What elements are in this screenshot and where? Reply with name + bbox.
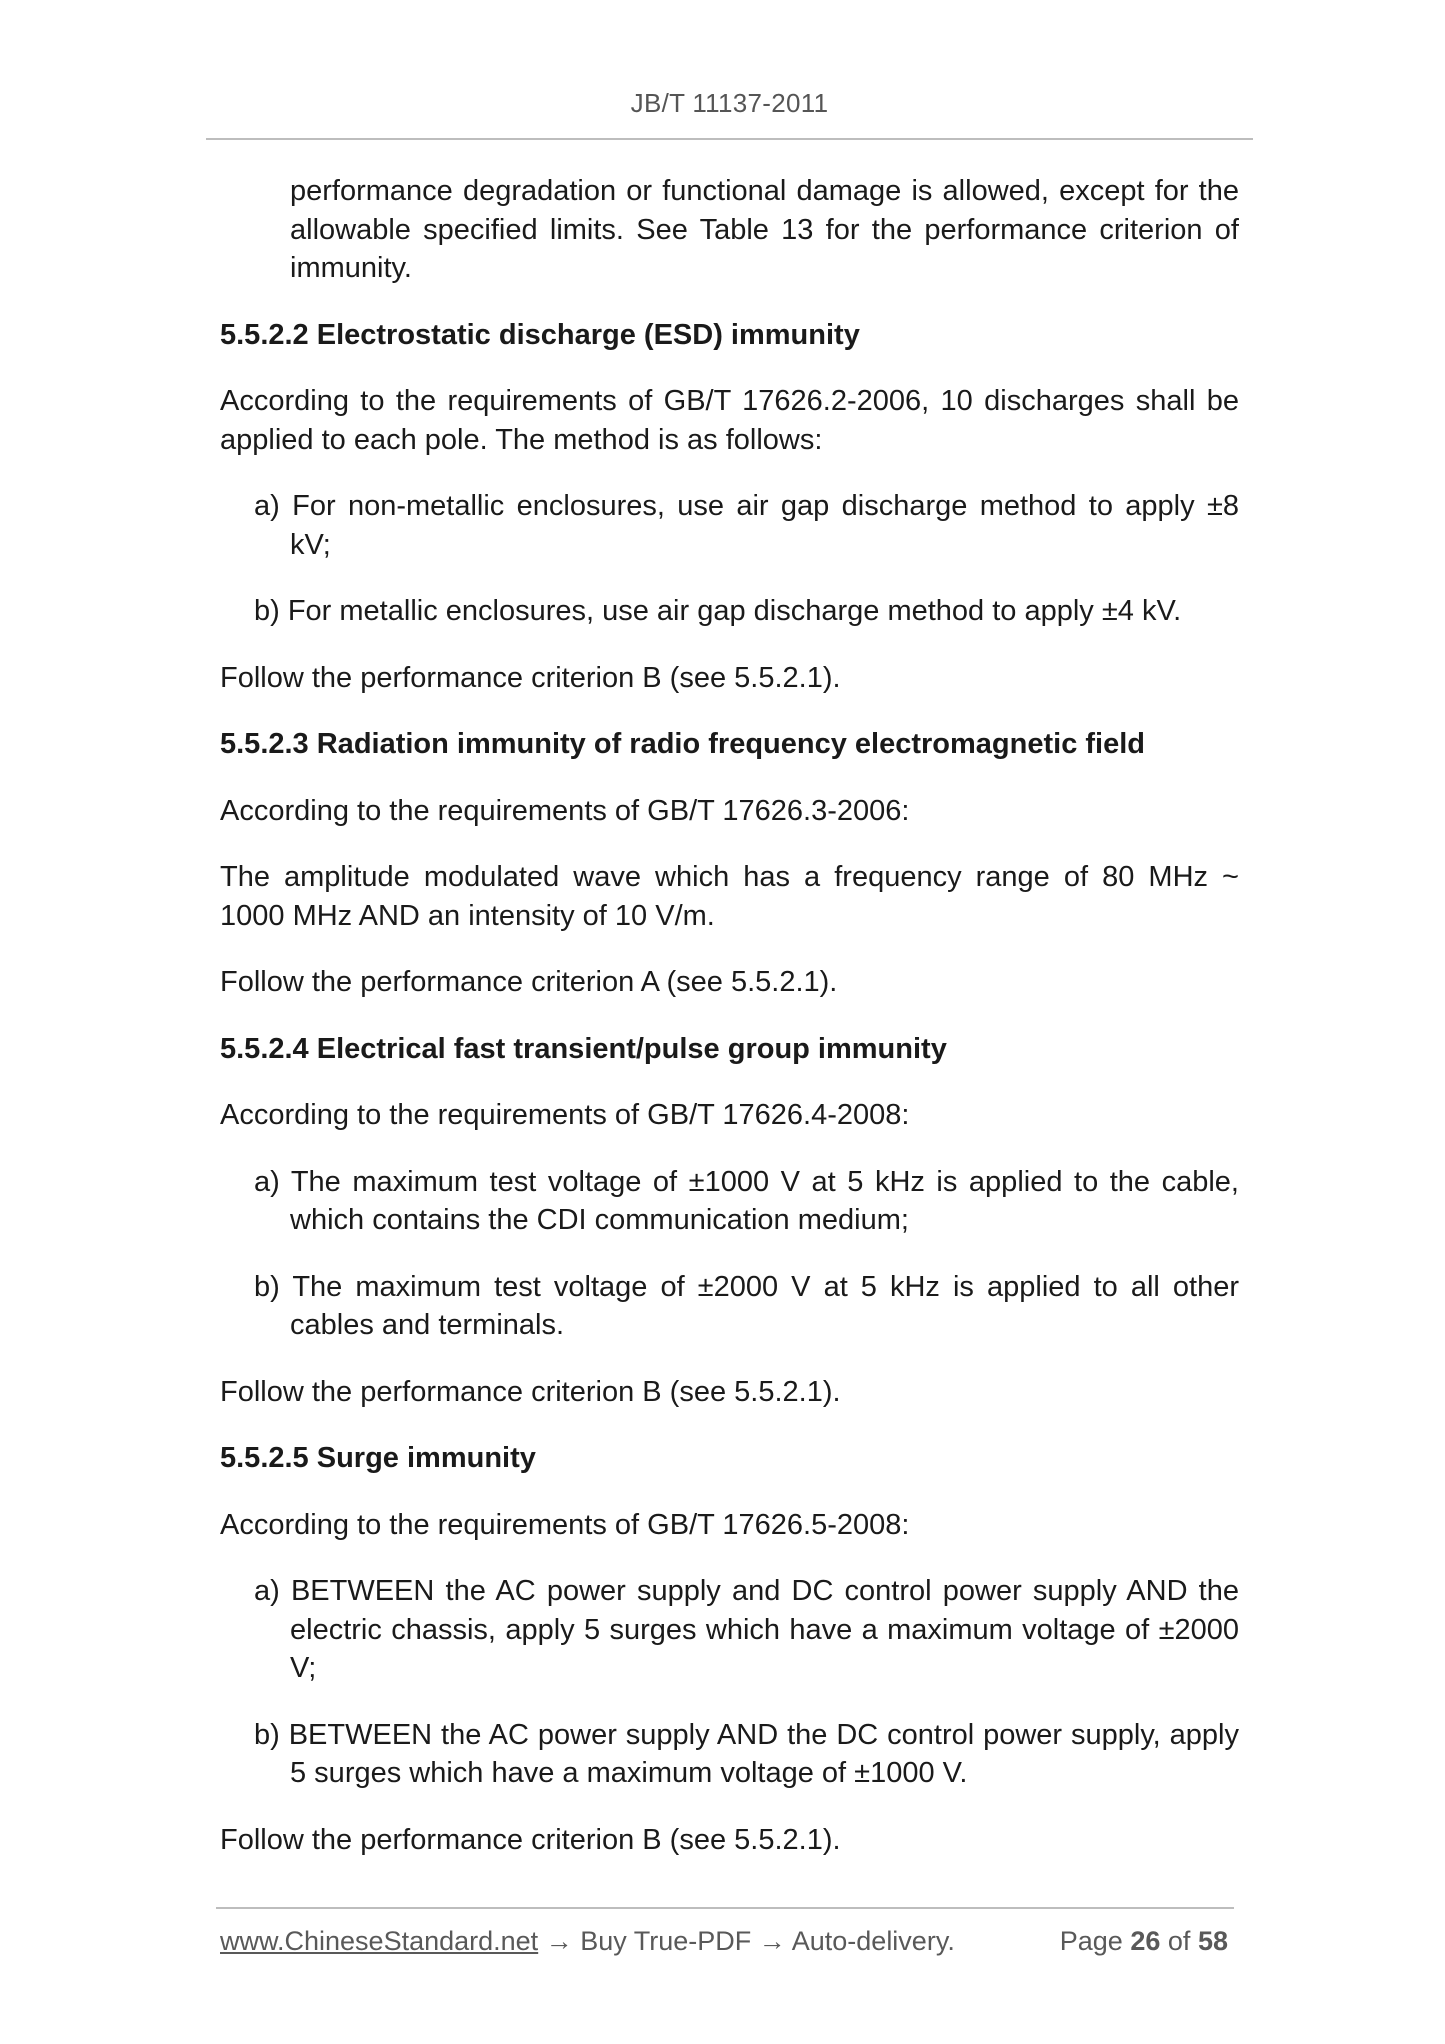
list-item-esd-b: b) For metallic enclosures, use air gap discharge method to apply ±4 kV.: [254, 595, 1182, 627]
list-item-eft-a: a) The maximum test voltage of ±1000 V at 5 kHz is applied to the cable, which contains the CDI communication medium;: [254, 1165, 1239, 1236]
list-item-surge-b: b) BETWEEN the AC power supply AND the DC control power supply, apply 5 surges which have a maximum voltage of ±1000 V.: [254, 1718, 1239, 1789]
document-body: [220, 172, 1239, 1859]
section-heading-esd: 5.5.2.2 Electrostatic discharge (ESD) immunity: [220, 318, 860, 351]
page-number: 26: [1130, 1926, 1161, 1956]
criterion-surge: Follow the performance criterion B (see 5.5.2.1).: [220, 1823, 841, 1856]
list-item-surge-a: a) BETWEEN the AC power supply and DC control power supply AND the electric chassis, apply 5 surges which have a maximum voltage of ±2000 V;: [254, 1575, 1239, 1684]
page-indicator: [1060, 1926, 1228, 1957]
criterion-radiation: Follow the performance criterion A (see 5.5.2.1).: [220, 966, 838, 998]
criterion-esd: Follow the performance criterion B (see 5.5.2.1).: [220, 661, 841, 694]
header-divider: [206, 138, 1253, 140]
section-heading-radiation: 5.5.2.3 Radiation immunity of radio frequency electromagnetic field: [220, 728, 1145, 760]
section-intro-surge: According to the requirements of GB/T 17626.5-2008:: [220, 1508, 910, 1541]
footer-left: [220, 1926, 955, 1957]
page-label: Page: [1059, 1926, 1123, 1956]
footer-tagline: → Buy True-PDF → Auto-delivery.: [538, 1926, 955, 1956]
of-label: of: [1167, 1926, 1191, 1956]
document-header: JB/T 11137-2011: [630, 88, 829, 118]
section-intro-eft: According to the requirements of GB/T 17626.4-2008:: [220, 1099, 910, 1131]
section-heading-eft: 5.5.2.4 Electrical fast transient/pulse group immunity: [220, 1032, 947, 1065]
footer-divider: [216, 1907, 1234, 1909]
section-detail-radiation: The amplitude modulated wave which has a frequency range of 80 MHz ~ 1000 MHz AND an intensity of 10 V/m.: [220, 861, 1239, 932]
list-item-esd-a: a) For non-metallic enclosures, use air gap discharge method to apply ±8 kV;: [254, 490, 1239, 561]
section-heading-surge: 5.5.2.5 Surge immunity: [220, 1442, 536, 1474]
section-intro-esd: According to the requirements of GB/T 17626.2-2006, 10 discharges shall be applied to each pole. The method is as follows:: [220, 385, 1239, 456]
list-item-eft-b: b) The maximum test voltage of ±2000 V at 5 kHz is applied to all other cables and terminals.: [254, 1270, 1239, 1341]
website-link[interactable]: www.ChineseStandard.net: [220, 1926, 539, 1956]
page-total: 58: [1197, 1926, 1228, 1956]
continuation-paragraph: performance degradation or functional damage is allowed, except for the allowable specified limits. See Table 13 for the performance criterion of immunity.: [290, 175, 1239, 284]
section-intro-radiation: According to the requirements of GB/T 17626.3-2006:: [220, 794, 910, 827]
criterion-eft: Follow the performance criterion B (see 5.5.2.1).: [220, 1375, 841, 1408]
